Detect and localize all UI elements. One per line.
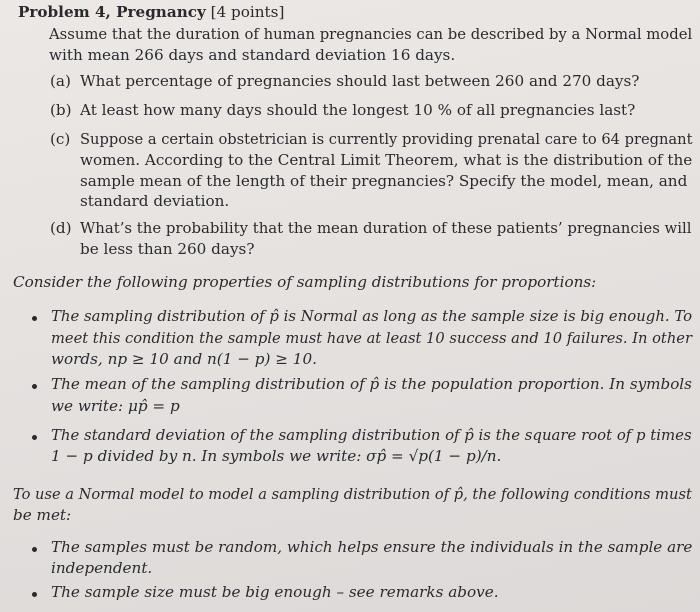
bullet-icon xyxy=(32,316,37,321)
bullet-icon xyxy=(32,592,37,597)
property-line: The sampling distribution of p̂ is Normal as long as the sample size is big enough. To xyxy=(51,307,693,325)
problem-title: Problem 4, Pregnancy xyxy=(18,3,206,21)
part-a-label: (a) xyxy=(50,72,71,90)
bullet-icon xyxy=(32,547,37,552)
conditions-heading: be met: xyxy=(13,506,72,524)
part-d-text: What’s the probability that the mean duration of these patients’ pregnancies will xyxy=(80,219,692,237)
part-d-text: be less than 260 days? xyxy=(80,240,255,258)
property-line: The standard deviation of the sampling distribution of p̂ is the square root of p times xyxy=(51,426,692,444)
problem-intro-line: with mean 266 days and standard deviation 16 days. xyxy=(49,46,456,64)
part-a-text: What percentage of pregnancies should last between 260 and 270 days? xyxy=(80,72,640,90)
part-c-text: Suppose a certain obstetrician is currently providing prenatal care to 64 pregnant xyxy=(80,130,693,148)
bullet-icon xyxy=(32,435,37,440)
property-line: we write: μp̂ = p xyxy=(51,397,180,415)
property-line: meet this condition the sample must have at least 10 success and 10 failures. In other xyxy=(51,329,692,347)
problem-intro-line: Assume that the duration of human pregnancies can be described by a Normal model xyxy=(49,25,693,43)
condition-line: independent. xyxy=(51,559,153,577)
part-b-label: (b) xyxy=(50,101,72,119)
condition-line: The samples must be random, which helps ensure the individuals in the sample are xyxy=(51,538,693,556)
problem-heading xyxy=(18,5,284,20)
bullet-icon xyxy=(32,384,37,389)
conditions-heading: To use a Normal model to model a sampling distribution of p̂, the following conditions must xyxy=(13,485,692,503)
part-c-text: women. According to the Central Limit Theorem, what is the distribution of the xyxy=(80,151,693,169)
part-b-text: At least how many days should the longest 10 % of all pregnancies last? xyxy=(80,101,636,119)
property-line: 1 − p divided by n. In symbols we write: σp̂ = √p(1 − p)/n. xyxy=(51,447,502,465)
properties-heading: Consider the following properties of sampling distributions for proportions: xyxy=(13,273,597,291)
property-line: The mean of the sampling distribution of p̂ is the population proportion. In symbols xyxy=(51,375,692,393)
property-line: words, np ≥ 10 and n(1 − p) ≥ 10. xyxy=(51,350,317,368)
part-c-text: sample mean of the length of their pregnancies? Specify the model, mean, and xyxy=(80,172,688,190)
part-d-label: (d) xyxy=(50,219,72,237)
condition-line: The sample size must be big enough – see remarks above. xyxy=(51,583,499,601)
part-c-label: (c) xyxy=(50,130,71,148)
problem-points: [4 points] xyxy=(210,3,285,21)
part-c-text: standard deviation. xyxy=(80,192,230,210)
